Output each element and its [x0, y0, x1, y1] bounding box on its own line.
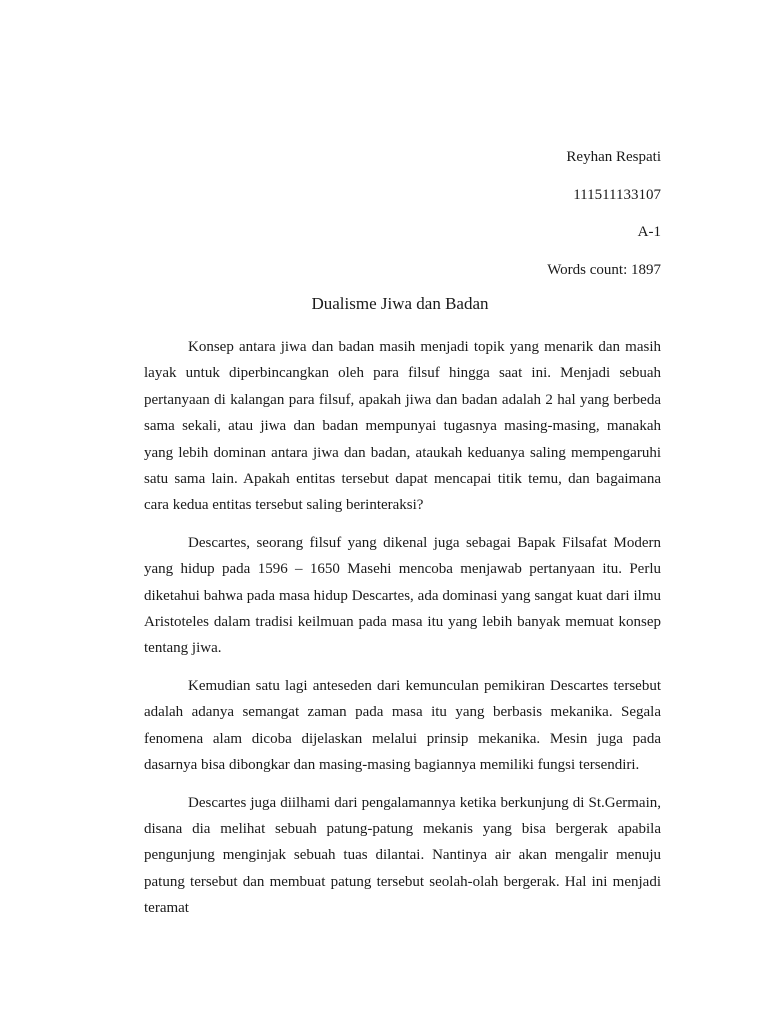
- class-code: A-1: [637, 224, 661, 240]
- paragraph-3: Kemudian satu lagi anteseden dari kemunculan pemikiran Descartes tersebut adalah adanya semangat zaman pada masa itu yang berbasis mekanika. Segala fenomena alam dicoba dijelaskan melalui prinsip mekanika. Mesin juga pada dasarnya bisa dibongkar dan masing-masing bagiannya memiliki fungsi tersendiri.: [144, 677, 661, 774]
- paragraph-1: Konsep antara jiwa dan badan masih menjadi topik yang menarik dan masih layak untuk diperbincangkan oleh para filsuf hingga saat ini. Menjadi sebuah pertanyaan di kalangan para filsuf, apakah jiwa dan badan adalah 2 hal yang berbeda sama sekali, atau jiwa dan badan mempunyai tugasnya masing-masing, manakah yang lebih dominan antara jiwa dan badan, ataukah keduanya saling mempengaruhi satu sama lain. Apakah entitas tersebut dapat mencapai titik temu, dan bagaimana cara kedua entitas tersebut saling berinteraksi?: [144, 339, 661, 514]
- paragraph-4: Descartes juga diilhami dari pengalamannya ketika berkunjung di St.Germain, disana dia melihat sebuah patung-patung mekanis yang bisa bergerak apabila pengunjung menginjak sebuah tuas dilantai. Nantinya air akan mengalir menuju patung tersebut dan membuat patung tersebut seolah-olah bergerak. Hal ini menjadi teramat: [144, 794, 661, 917]
- document-body: [144, 334, 661, 933]
- author-name: Reyhan Respati: [566, 149, 661, 165]
- student-id: 111511133107: [573, 186, 661, 203]
- author-header: [547, 144, 661, 294]
- document-title: Dualisme Jiwa dan Badan: [311, 294, 489, 313]
- paragraph-2: Descartes, seorang filsuf yang dikenal juga sebagai Bapak Filsafat Modern yang hidup pada 1596 – 1650 Masehi mencoba menjawab pertanyaan itu. Perlu diketahui bahwa pada masa hidup Descartes, ada dominasi yang sangat kuat dari ilmu Aristoteles dalam tradisi keilmuan pada masa itu yang lebih banyak memuat konsep tentang jiwa.: [144, 534, 661, 657]
- words-count: Words count: 1897: [547, 261, 661, 278]
